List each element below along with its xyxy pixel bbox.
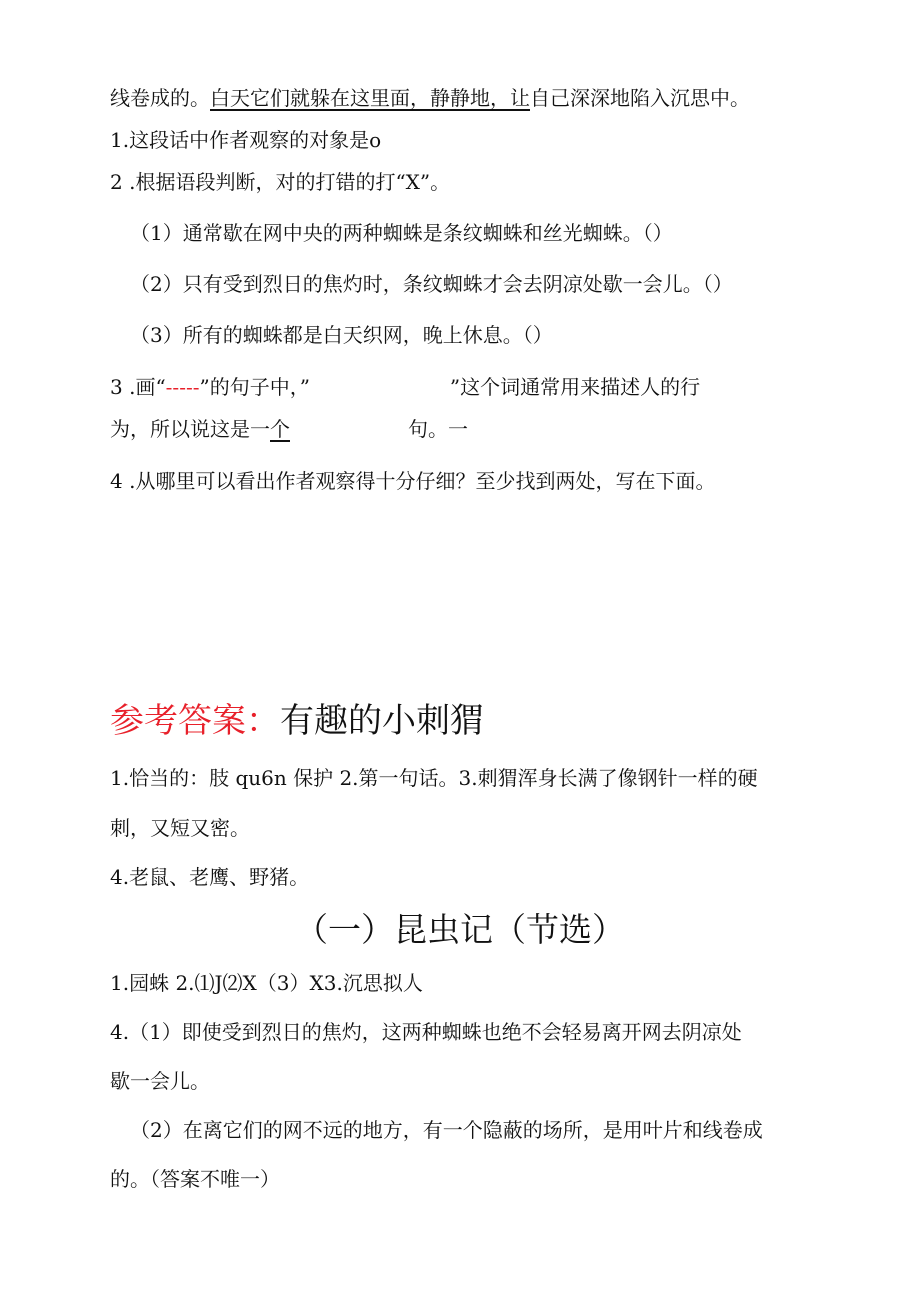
- answer-line-1-cont: 刺，又短又密。: [110, 816, 250, 840]
- question-3-text-c: ”这个词通常用来描述人的行: [449, 375, 701, 399]
- question-1: 1.这段话中作者观察的对象是o: [110, 128, 382, 152]
- question-3-text-d: 为，所以说这是一: [110, 417, 270, 441]
- passage-underlined-text: 白天它们就躲在这里面，静静地，让: [210, 86, 530, 110]
- question-2-item-2: （2）只有受到烈日的焦灼时，条纹蜘蛛才会去阴凉处歇一会儿。（）: [130, 272, 733, 296]
- answer-line-1: 1.恰当的：肢 qu6n 保护 2.第一句话。3.刺猬浑身长满了像钢针一样的硬: [110, 766, 758, 790]
- section-answer-4-line-3: （2）在离它们的网不远的地方，有一个隐蔽的场所，是用叶片和线卷成: [130, 1118, 763, 1142]
- question-3-line-1: [110, 373, 700, 401]
- question-3-line-2: [110, 415, 468, 443]
- question-3-text-a: 3 .画“: [110, 375, 166, 399]
- answer-label: 参考答案：: [110, 701, 280, 741]
- question-2: 2 .根据语段判断，对的打错的打“X”。: [110, 170, 451, 194]
- passage-text-start: 线卷成的。: [110, 86, 210, 110]
- question-3-underlined-char: 个: [270, 417, 290, 441]
- passage-text-end: 自己深深地陷入沉思中。: [530, 86, 750, 110]
- question-2-item-1: （1）通常歇在网中央的两种蜘蛛是条纹蜘蛛和丝光蜘蛛。（）: [130, 221, 673, 245]
- section-answer-4-line-2: 歇一会儿。: [110, 1069, 210, 1093]
- question-4: 4 .从哪里可以看出作者观察得十分仔细？至少找到两处，写在下面。: [110, 469, 716, 493]
- question-3-text-b: ”的句子中，”: [199, 375, 310, 399]
- section-answer-4-line-4: 的。（答案不唯一）: [110, 1167, 280, 1191]
- section-title: （一）昆虫记（节选）: [295, 910, 625, 949]
- question-2-item-3: （3）所有的蜘蛛都是白天织网，晚上休息。（）: [130, 323, 553, 347]
- question-3-text-e: 句。一: [408, 417, 468, 441]
- answer-line-4: 4.老鼠、老鹰、野猪。: [110, 865, 310, 889]
- section-answer-4-line-1: 4.（1）即使受到烈日的焦灼，这两种蜘蛛也绝不会轻易离开网去阴凉处: [110, 1020, 742, 1044]
- answer-title: 有趣的小刺猬: [280, 701, 484, 741]
- question-3-dash-mark: -----: [165, 375, 200, 399]
- section-answer-1: 1.园蛛 2.⑴J⑵X（3）X3.沉思拟人: [110, 971, 423, 995]
- answer-heading: [110, 699, 484, 743]
- passage-line: [110, 84, 750, 112]
